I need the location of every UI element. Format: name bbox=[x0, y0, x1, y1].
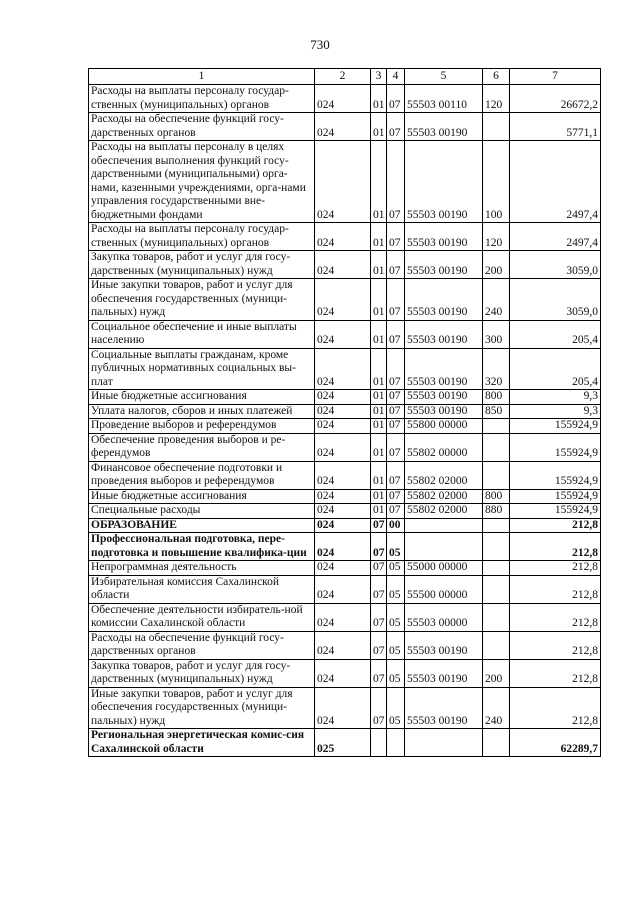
row-col2: 024 bbox=[315, 504, 371, 519]
table-row bbox=[89, 279, 601, 321]
row-col6: 120 bbox=[483, 85, 510, 113]
row-col3: 07 bbox=[371, 575, 387, 603]
row-col3: 07 bbox=[371, 533, 387, 561]
row-col2: 024 bbox=[315, 575, 371, 603]
row-col4: 07 bbox=[387, 113, 405, 141]
table-row bbox=[89, 575, 601, 603]
row-col7: 3059,0 bbox=[510, 251, 601, 279]
table-row bbox=[89, 390, 601, 405]
row-col6: 120 bbox=[483, 223, 510, 251]
row-col4: 07 bbox=[387, 433, 405, 461]
row-name: ОБРАЗОВАНИЕ bbox=[89, 518, 315, 533]
table-row bbox=[89, 141, 601, 223]
row-col7: 62289,7 bbox=[510, 729, 601, 757]
table-row bbox=[89, 504, 601, 519]
row-col7: 155924,9 bbox=[510, 504, 601, 519]
row-col2: 024 bbox=[315, 141, 371, 223]
row-col2: 025 bbox=[315, 729, 371, 757]
row-col7: 9,3 bbox=[510, 404, 601, 419]
row-col4: 05 bbox=[387, 687, 405, 729]
row-col5: 55503 00190 bbox=[405, 320, 483, 348]
row-col4: 07 bbox=[387, 419, 405, 434]
row-name: Социальные выплаты гражданам, кроме публичных нормативных социальных вы-плат bbox=[89, 348, 315, 390]
row-col6: 200 bbox=[483, 659, 510, 687]
table-row bbox=[89, 433, 601, 461]
table-row bbox=[89, 659, 601, 687]
row-name: Уплата налогов, сборов и иных платежей bbox=[89, 404, 315, 419]
row-col6 bbox=[483, 419, 510, 434]
row-col4: 07 bbox=[387, 223, 405, 251]
row-col4: 00 bbox=[387, 518, 405, 533]
row-col5: 55802 00000 bbox=[405, 433, 483, 461]
row-col3: 07 bbox=[371, 603, 387, 631]
row-col4: 07 bbox=[387, 461, 405, 489]
row-col3: 01 bbox=[371, 404, 387, 419]
row-name: Обеспечение проведения выборов и ре-ферендумов bbox=[89, 433, 315, 461]
row-col3: 01 bbox=[371, 433, 387, 461]
row-col4: 07 bbox=[387, 320, 405, 348]
row-col7: 212,8 bbox=[510, 631, 601, 659]
row-col2: 024 bbox=[315, 251, 371, 279]
row-col5: 55503 00190 bbox=[405, 113, 483, 141]
row-col3: 07 bbox=[371, 659, 387, 687]
row-col4: 07 bbox=[387, 279, 405, 321]
row-name: Иные бюджетные ассигнования bbox=[89, 390, 315, 405]
row-col6 bbox=[483, 631, 510, 659]
row-col5: 55503 00190 bbox=[405, 251, 483, 279]
row-col7: 212,8 bbox=[510, 603, 601, 631]
table-row bbox=[89, 461, 601, 489]
row-col2: 024 bbox=[315, 561, 371, 576]
row-col3: 01 bbox=[371, 504, 387, 519]
row-name: Социальное обеспечение и иные выплаты населению bbox=[89, 320, 315, 348]
table-row bbox=[89, 320, 601, 348]
row-col7: 2497,4 bbox=[510, 141, 601, 223]
column-header: 2 bbox=[315, 69, 371, 85]
row-col3: 01 bbox=[371, 223, 387, 251]
table-row bbox=[89, 603, 601, 631]
row-col5: 55000 00000 bbox=[405, 561, 483, 576]
page-number: 730 bbox=[310, 37, 330, 52]
column-header: 4 bbox=[387, 69, 405, 85]
row-col2: 024 bbox=[315, 461, 371, 489]
table-row bbox=[89, 518, 601, 533]
row-col7: 212,8 bbox=[510, 687, 601, 729]
row-col7: 3059,0 bbox=[510, 279, 601, 321]
row-name: Финансовое обеспечение подготовки и проведения выборов и референдумов bbox=[89, 461, 315, 489]
row-col5: 55503 00190 bbox=[405, 659, 483, 687]
row-col4: 07 bbox=[387, 348, 405, 390]
row-col5 bbox=[405, 729, 483, 757]
row-name: Проведение выборов и референдумов bbox=[89, 419, 315, 434]
row-name: Обеспечение деятельности избиратель-ной комиссии Сахалинской области bbox=[89, 603, 315, 631]
row-col4: 05 bbox=[387, 561, 405, 576]
row-col5: 55802 02000 bbox=[405, 504, 483, 519]
row-col3: 07 bbox=[371, 561, 387, 576]
row-col5: 55503 00190 bbox=[405, 687, 483, 729]
row-col7: 212,8 bbox=[510, 561, 601, 576]
row-col5: 55802 02000 bbox=[405, 461, 483, 489]
row-col5: 55503 00190 bbox=[405, 223, 483, 251]
row-col3: 01 bbox=[371, 279, 387, 321]
row-col5 bbox=[405, 518, 483, 533]
row-name: Расходы на выплаты персоналу государ-ственных (муниципальных) органов bbox=[89, 223, 315, 251]
row-col6 bbox=[483, 533, 510, 561]
row-col4: 05 bbox=[387, 603, 405, 631]
row-col2: 024 bbox=[315, 404, 371, 419]
row-col2: 024 bbox=[315, 433, 371, 461]
column-header: 1 bbox=[89, 69, 315, 85]
row-col3: 01 bbox=[371, 113, 387, 141]
row-col6: 240 bbox=[483, 687, 510, 729]
row-col5: 55503 00190 bbox=[405, 390, 483, 405]
row-col7: 205,4 bbox=[510, 320, 601, 348]
row-col6 bbox=[483, 461, 510, 489]
row-col2: 024 bbox=[315, 279, 371, 321]
row-name: Расходы на выплаты персоналу в целях обеспечения выполнения функций госу-дарственными (муниципальными) орга-нами, казенными учреждениями, орга-нами управления государственными вне-бюджетными фондами bbox=[89, 141, 315, 223]
row-col6 bbox=[483, 518, 510, 533]
row-col3: 07 bbox=[371, 687, 387, 729]
row-col3: 01 bbox=[371, 348, 387, 390]
row-col6: 800 bbox=[483, 489, 510, 504]
table-row bbox=[89, 729, 601, 757]
row-col2: 024 bbox=[315, 113, 371, 141]
table-header-row bbox=[89, 69, 601, 85]
row-col4: 07 bbox=[387, 489, 405, 504]
row-col4: 07 bbox=[387, 251, 405, 279]
row-col7: 212,8 bbox=[510, 659, 601, 687]
row-col7: 212,8 bbox=[510, 518, 601, 533]
row-col2: 024 bbox=[315, 348, 371, 390]
row-col4: 07 bbox=[387, 85, 405, 113]
row-col2: 024 bbox=[315, 419, 371, 434]
row-col7: 2497,4 bbox=[510, 223, 601, 251]
row-col7: 9,3 bbox=[510, 390, 601, 405]
row-col6 bbox=[483, 113, 510, 141]
column-header: 6 bbox=[483, 69, 510, 85]
row-col2: 024 bbox=[315, 659, 371, 687]
row-col6 bbox=[483, 603, 510, 631]
table-row bbox=[89, 251, 601, 279]
row-col5: 55800 00000 bbox=[405, 419, 483, 434]
row-col5: 55503 00110 bbox=[405, 85, 483, 113]
row-col5: 55503 00190 bbox=[405, 404, 483, 419]
row-col2: 024 bbox=[315, 533, 371, 561]
row-name: Иные закупки товаров, работ и услуг для обеспечения государственных (муници-пальных) нужд bbox=[89, 279, 315, 321]
row-col3: 07 bbox=[371, 631, 387, 659]
row-col6 bbox=[483, 575, 510, 603]
row-col6: 800 bbox=[483, 390, 510, 405]
row-col3: 01 bbox=[371, 320, 387, 348]
row-col5: 55802 02000 bbox=[405, 489, 483, 504]
row-col5: 55503 00190 bbox=[405, 141, 483, 223]
row-name: Непрограммная деятельность bbox=[89, 561, 315, 576]
row-col3: 01 bbox=[371, 251, 387, 279]
row-col6 bbox=[483, 729, 510, 757]
row-col3: 01 bbox=[371, 85, 387, 113]
column-header: 7 bbox=[510, 69, 601, 85]
row-col4: 07 bbox=[387, 141, 405, 223]
row-col4: 05 bbox=[387, 659, 405, 687]
row-name: Расходы на обеспечение функций госу-дарственных органов bbox=[89, 631, 315, 659]
table-row bbox=[89, 631, 601, 659]
row-col5 bbox=[405, 533, 483, 561]
row-col2: 024 bbox=[315, 390, 371, 405]
row-col7: 212,8 bbox=[510, 533, 601, 561]
row-col4: 07 bbox=[387, 390, 405, 405]
table-body bbox=[89, 85, 601, 757]
row-col4: 05 bbox=[387, 631, 405, 659]
column-header: 5 bbox=[405, 69, 483, 85]
row-col3: 01 bbox=[371, 489, 387, 504]
row-name: Избирательная комиссия Сахалинской области bbox=[89, 575, 315, 603]
row-col2: 024 bbox=[315, 85, 371, 113]
row-col4 bbox=[387, 729, 405, 757]
row-col5: 55503 00190 bbox=[405, 348, 483, 390]
row-col7: 205,4 bbox=[510, 348, 601, 390]
row-col6 bbox=[483, 561, 510, 576]
row-col6: 100 bbox=[483, 141, 510, 223]
row-col2: 024 bbox=[315, 518, 371, 533]
table-row bbox=[89, 561, 601, 576]
table-row bbox=[89, 113, 601, 141]
row-col3 bbox=[371, 729, 387, 757]
row-name: Специальные расходы bbox=[89, 504, 315, 519]
row-col5: 55500 00000 bbox=[405, 575, 483, 603]
row-col2: 024 bbox=[315, 320, 371, 348]
table-row bbox=[89, 533, 601, 561]
table-row bbox=[89, 85, 601, 113]
row-col5: 55503 00000 bbox=[405, 603, 483, 631]
row-col5: 55503 00190 bbox=[405, 631, 483, 659]
row-col7: 26672,2 bbox=[510, 85, 601, 113]
row-name: Иные закупки товаров, работ и услуг для обеспечения государственных (муници-пальных) нужд bbox=[89, 687, 315, 729]
table-row bbox=[89, 404, 601, 419]
row-col6: 880 bbox=[483, 504, 510, 519]
row-col7: 155924,9 bbox=[510, 419, 601, 434]
table-row bbox=[89, 687, 601, 729]
row-col3: 01 bbox=[371, 141, 387, 223]
row-name: Расходы на выплаты персоналу государ-ственных (муниципальных) органов bbox=[89, 85, 315, 113]
row-col7: 155924,9 bbox=[510, 461, 601, 489]
row-col2: 024 bbox=[315, 687, 371, 729]
row-col7: 155924,9 bbox=[510, 489, 601, 504]
row-col2: 024 bbox=[315, 223, 371, 251]
row-name: Закупка товаров, работ и услуг для госу-дарственных (муниципальных) нужд bbox=[89, 251, 315, 279]
row-col4: 07 bbox=[387, 404, 405, 419]
table-row bbox=[89, 348, 601, 390]
row-col6: 300 bbox=[483, 320, 510, 348]
row-col7: 212,8 bbox=[510, 575, 601, 603]
row-col2: 024 bbox=[315, 489, 371, 504]
row-col3: 01 bbox=[371, 390, 387, 405]
row-col6: 850 bbox=[483, 404, 510, 419]
row-name: Региональная энергетическая комис-сия Сахалинской области bbox=[89, 729, 315, 757]
row-col6 bbox=[483, 433, 510, 461]
row-col2: 024 bbox=[315, 631, 371, 659]
column-header: 3 bbox=[371, 69, 387, 85]
row-name: Иные бюджетные ассигнования bbox=[89, 489, 315, 504]
row-col3: 01 bbox=[371, 461, 387, 489]
table-row bbox=[89, 223, 601, 251]
row-col5: 55503 00190 bbox=[405, 279, 483, 321]
row-col6: 320 bbox=[483, 348, 510, 390]
row-col3: 01 bbox=[371, 419, 387, 434]
row-name: Профессиональная подготовка, пере-подготовка и повышение квалифика-ции bbox=[89, 533, 315, 561]
row-name: Расходы на обеспечение функций госу-дарственных органов bbox=[89, 113, 315, 141]
row-col6: 240 bbox=[483, 279, 510, 321]
row-col2: 024 bbox=[315, 603, 371, 631]
row-col7: 5771,1 bbox=[510, 113, 601, 141]
row-col4: 05 bbox=[387, 575, 405, 603]
table-row bbox=[89, 419, 601, 434]
row-col4: 07 bbox=[387, 504, 405, 519]
row-col7: 155924,9 bbox=[510, 433, 601, 461]
row-col3: 07 bbox=[371, 518, 387, 533]
row-col4: 05 bbox=[387, 533, 405, 561]
row-col6: 200 bbox=[483, 251, 510, 279]
budget-table bbox=[88, 68, 601, 757]
row-name: Закупка товаров, работ и услуг для госу-дарственных (муниципальных) нужд bbox=[89, 659, 315, 687]
table-row bbox=[89, 489, 601, 504]
